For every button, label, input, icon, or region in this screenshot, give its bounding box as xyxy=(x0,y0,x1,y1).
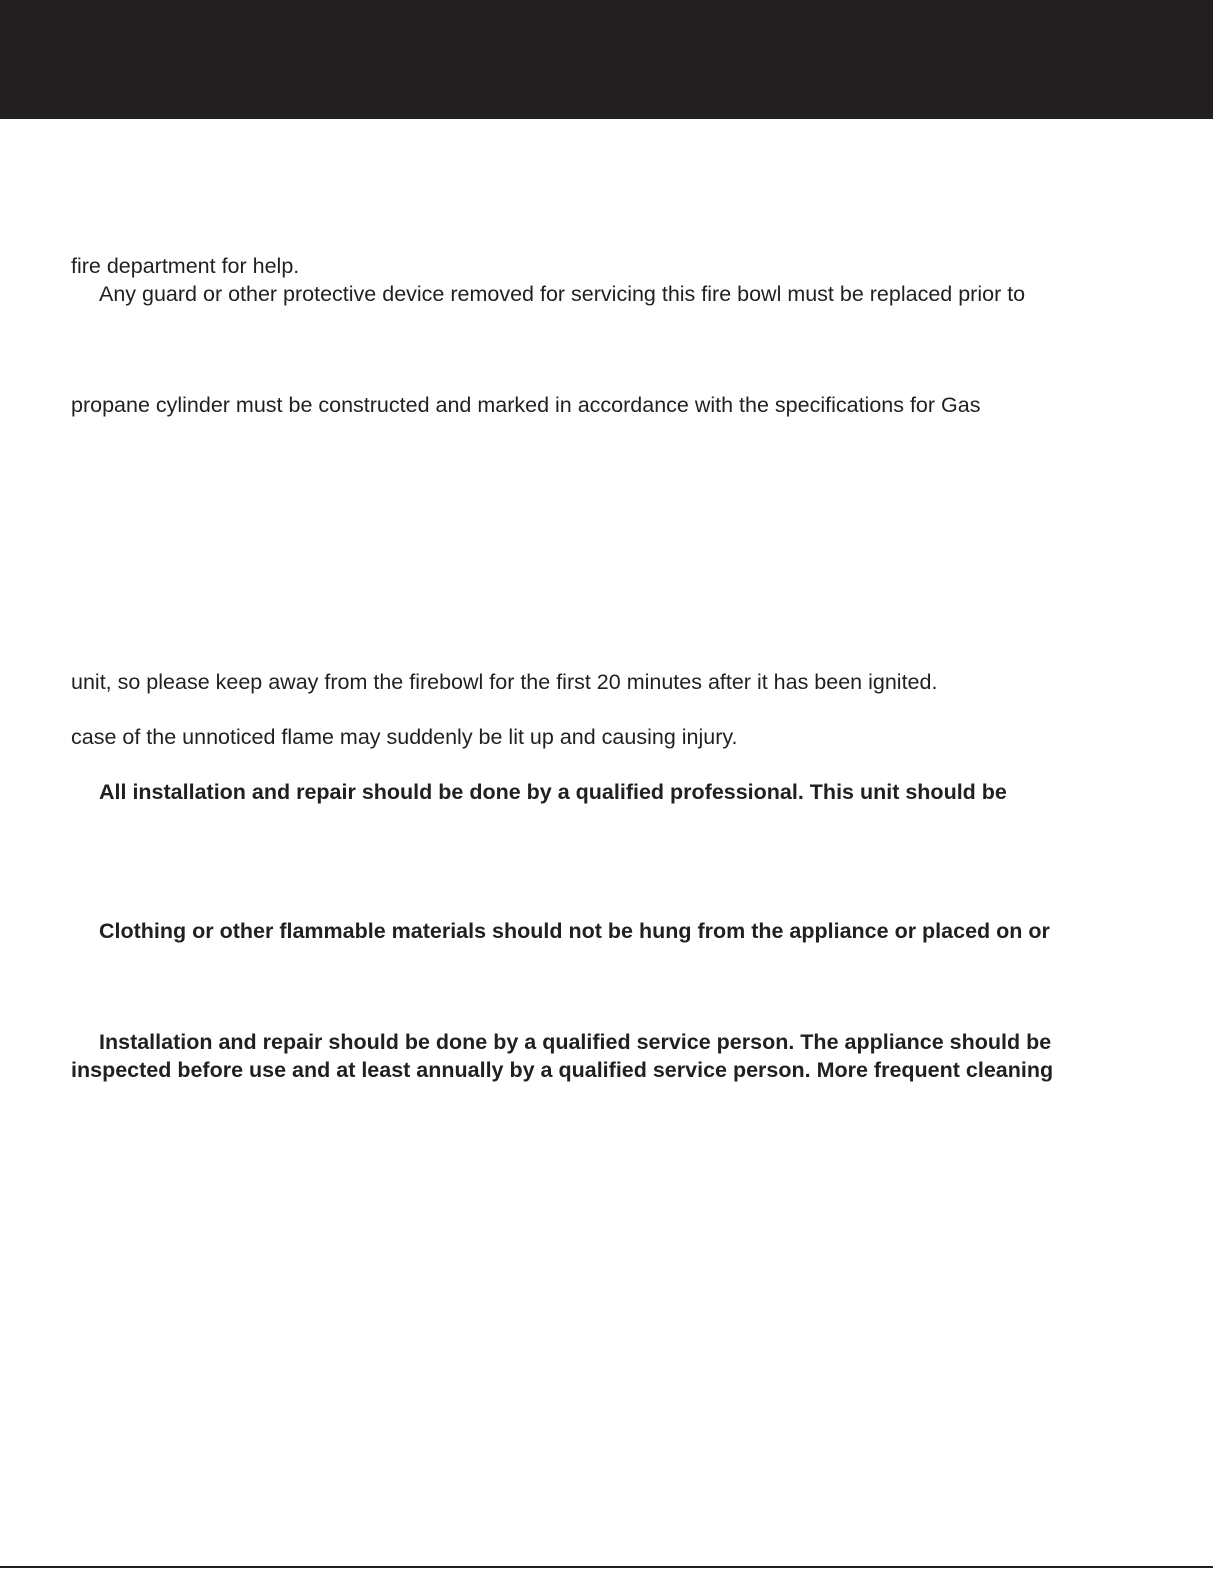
body-text-line: propane cylinder must be constructed and marked in accordance with the specifications for Gas xyxy=(71,393,981,417)
warning-text-line: All installation and repair should be done by a qualified professional. This unit should be xyxy=(99,780,1007,804)
header-band xyxy=(0,0,1213,119)
bottom-rule xyxy=(0,1566,1213,1568)
body-text-line: case of the unnoticed flame may suddenly be lit up and causing injury. xyxy=(71,725,738,749)
body-text-line: Any guard or other protective device removed for servicing this fire bowl must be replaced prior to xyxy=(99,282,1026,306)
body-text-line: fire department for help. xyxy=(71,254,300,278)
body-text-line: unit, so please keep away from the firebowl for the first 20 minutes after it has been ignited. xyxy=(71,670,938,694)
warning-text-line: Clothing or other flammable materials should not be hung from the appliance or placed on or xyxy=(99,919,1050,943)
warning-text-line: Installation and repair should be done by a qualified service person. The appliance should be xyxy=(99,1030,1052,1054)
warning-text-line: inspected before use and at least annually by a qualified service person. More frequent cleaning xyxy=(71,1058,1054,1082)
